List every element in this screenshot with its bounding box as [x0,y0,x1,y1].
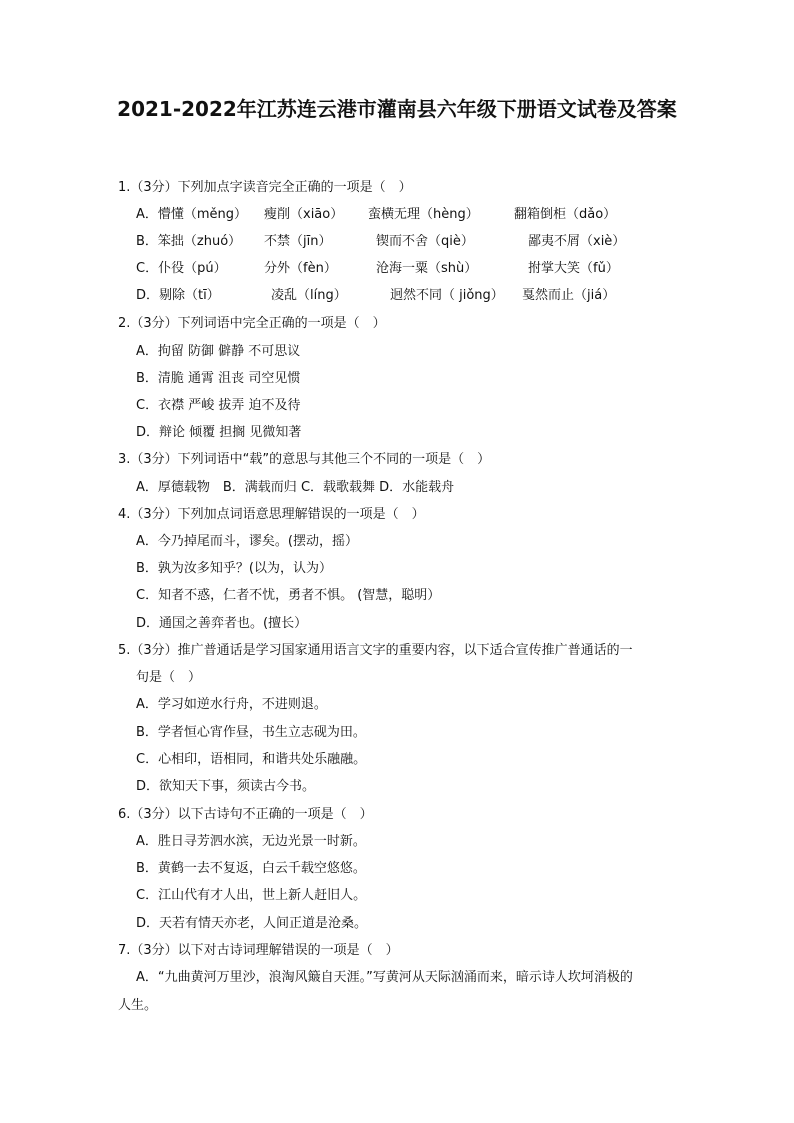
question-7-option-a-line-2: 人生。 [118,998,158,1013]
option-c-item-3: 沧海一粟（shù） [376,261,478,276]
question-4-option-a: A．今乃掉尾而斗，谬矣。(摆动，摇） [136,534,358,549]
document-title: 2021-2022年江苏连云港市灌南县六年级下册语文试卷及答案 [117,97,677,121]
question-5-stem-line-2: 句是（ ） [136,670,202,685]
option-c-item-4: 拊掌大笑（fǔ） [528,261,619,276]
option-d-item-4: 戛然而止（jiá） [522,288,616,303]
question-4-option-b: B．孰为汝多知乎？(以为，认为） [136,561,332,576]
question-3-options: A．厚德载物 B．满载而归 C．载歌载舞 D．水能载舟 [136,480,455,495]
question-2-stem: 2.（3分）下列词语中完全正确的一项是（ ） [118,316,386,331]
question-7-stem: 7.（3分）以下对古诗词理解错误的一项是（ ） [118,943,399,958]
question-1-stem: 1.（3分）下列加点字读音完全正确的一项是（ ） [118,180,412,195]
question-5-option-a: A．学习如逆水行舟，不进则退。 [136,697,327,712]
option-d-item-3: 迥然不同（ jiǒng） [390,288,504,303]
question-6-option-a: A．胜日寻芳泗水滨，无边光景一时新。 [136,834,366,849]
option-a-item-1: A．懵懂（měng） [136,207,248,222]
option-b-item-3: 锲而不舍（qiè） [376,234,474,249]
option-a-item-4: 翻箱倒柜（dǎo） [514,207,617,222]
question-6-option-d: D．天若有情天亦老，人间正道是沧桑。 [136,916,368,931]
question-5-option-d: D．欲知天下事，须读古今书。 [136,779,316,794]
question-5-stem-line-1: 5.（3分）推广普通话是学习国家通用语言文字的重要内容，以下适合宣传推广普通话的一 [118,643,633,658]
question-6-option-b: B．黄鹤一去不复返，白云千载空悠悠。 [136,861,366,876]
option-b-item-2: 不禁（jīn） [264,234,332,249]
question-6-stem: 6.（3分）以下古诗句不正确的一项是（ ） [118,807,373,822]
question-2-option-b: B．清脆 通霄 沮丧 司空见惯 [136,371,301,386]
option-a-item-2: 瘦削（xiāo） [264,207,344,222]
question-2-option-c: C．衣襟 严峻 拔弄 迫不及待 [136,398,301,413]
question-4-option-c: C．知者不惑，仁者不忧，勇者不惧。 (智慧，聪明） [136,588,441,603]
question-5-option-b: B．学者恒心宵作昼，书生立志砚为田。 [136,725,366,740]
question-4-option-d: D．通国之善弈者也。(擅长） [136,616,308,631]
question-3-stem: 3.（3分）下列词语中“载”的意思与其他三个不同的一项是（ ） [118,452,491,467]
question-2-option-a: A．拘留 防御 僻静 不可思议 [136,344,301,359]
option-d-item-1: D．剔除（tī） [136,288,220,303]
question-5-option-c: C．心相印，语相同，和谐共处乐融融。 [136,752,367,767]
option-c-item-1: C．仆役（pú） [136,261,227,276]
question-2-option-d: D．辩论 倾覆 担搁 见微知著 [136,425,302,440]
question-6-option-c: C．江山代有才人出，世上新人赶旧人。 [136,888,367,903]
option-c-item-2: 分外（fèn） [264,261,337,276]
option-b-item-1: B．笨拙（zhuó） [136,234,242,249]
option-a-item-3: 蛮横无理（hèng） [368,207,479,222]
option-d-item-2: 凌乱（líng） [271,288,347,303]
question-7-option-a-line-1: A．“九曲黄河万里沙，浪淘风簸自天涯。”写黄河从天际汹涌而来，暗示诗人坎坷消极的 [136,970,633,985]
option-b-item-4: 鄙夷不屑（xiè） [528,234,626,249]
question-4-stem: 4.（3分）下列加点词语意思理解错误的一项是（ ） [118,507,425,522]
